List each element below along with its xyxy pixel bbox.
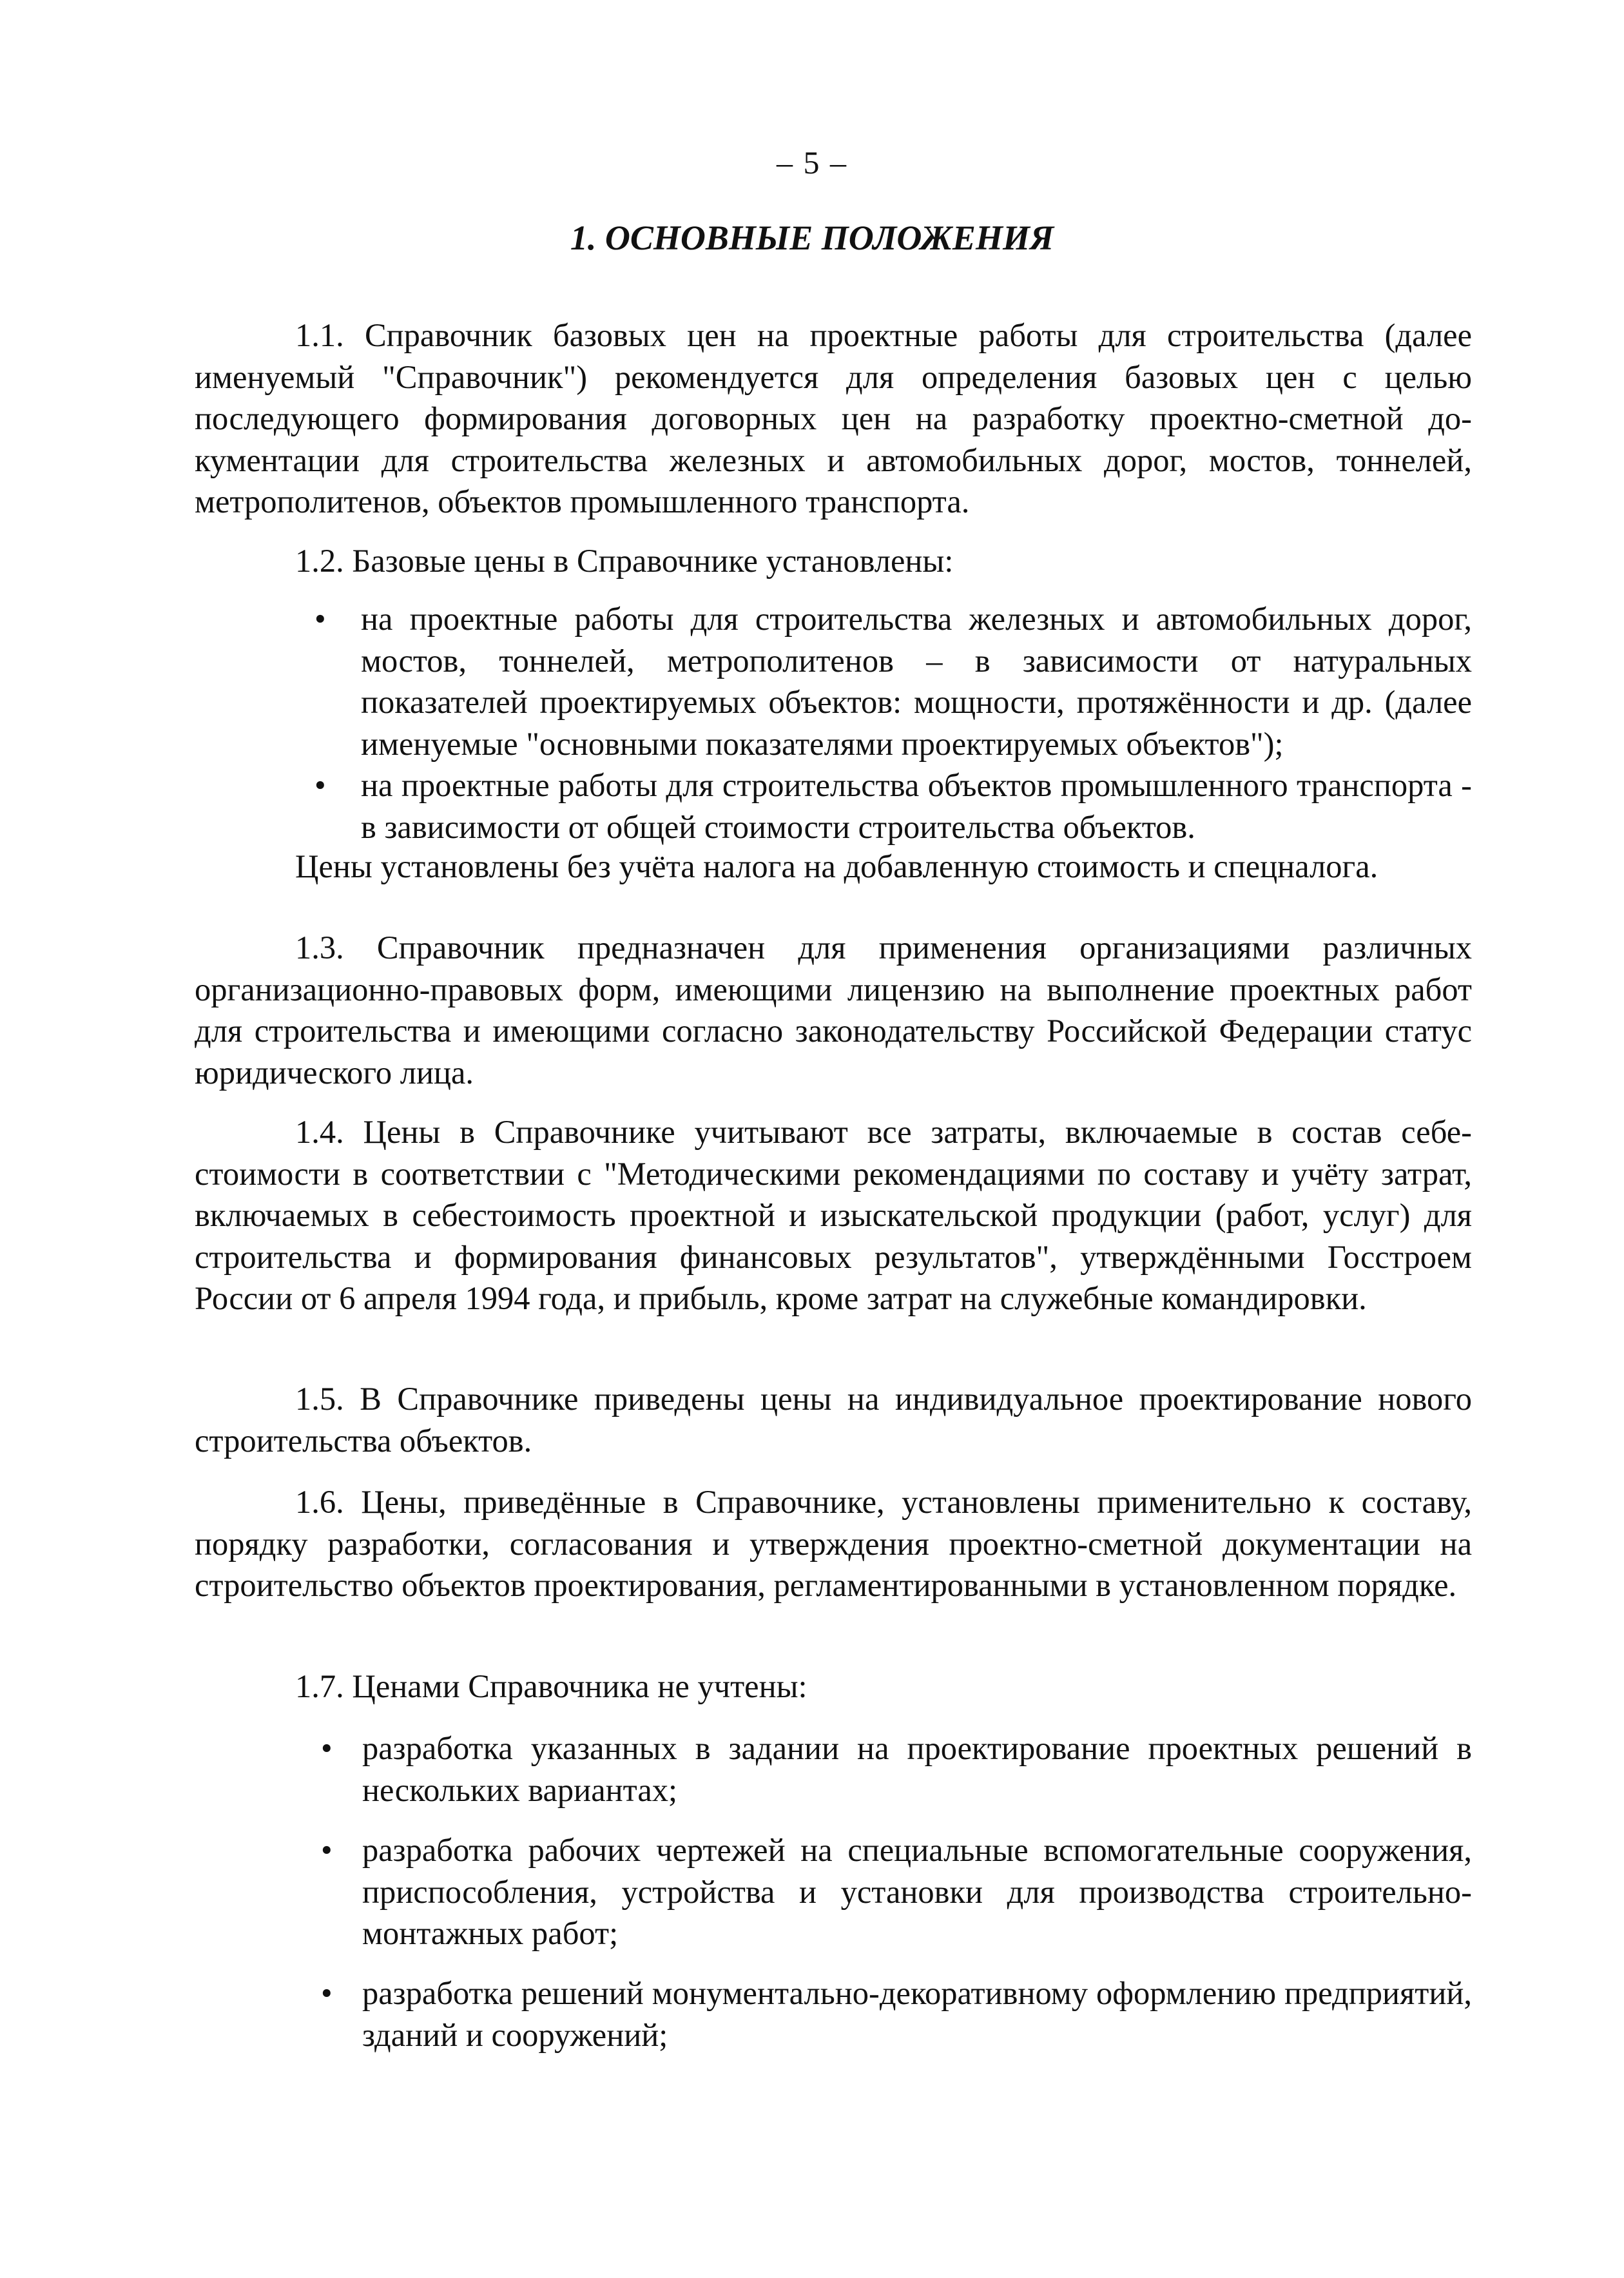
list-1-2-item-2 [195,764,1472,848]
list-item [195,1972,1472,2056]
list-item-text: на проектные работы для строительства объектов промышленного транспорта - в зависимости от общей стоимости строительства объектов. [361,767,1472,845]
paragraph-1-1 [195,315,1472,523]
list-1-7-item-3 [195,1972,1472,2056]
paragraph-1-5 [195,1378,1472,1461]
paragraph-1-7-text: 1.7. Ценами Справочника не учтены: [295,1668,807,1704]
list-item-text: на проектные работы для строительства железных и автомобильных дорог, мостов, тоннелей, метрополитенов – в зависимости от натуральных показателей проектируемых объектов: мощности, протяжённости и др. (далее именуемые "основными показателями проектируемых объектов"); [361,601,1472,762]
bullet-icon: • [314,601,326,637]
paragraph-1-2 [195,540,1472,582]
paragraph-1-2-text: 1.2. Базовые цены в Справочнике установлены: [295,543,954,579]
paragraph-1-5-text: 1.5. В Справочнике приведены цены на индивидуальное проектирование нового строительства объектов. [195,1381,1472,1459]
paragraph-1-4-text: 1.4. Цены в Справочнике учитывают все затраты, включаемые в состав себестоимости в соответствии с "Методическими рекомендациями по составу и учёту затрат, включаемых в себестоимость проектной и изыскательской продукции (работ, услуг) для строительства и формирования финансовых результатов", утверждёнными Госстроем России от 6 апреля 1994 года, и прибыль, кроме затрат на служебные командировки. [195,1114,1472,1316]
paragraph-1-4 [195,1111,1472,1319]
paragraph-1-7 [195,1666,1472,1708]
list-item-text: разработка указанных в задании на проектирование проектных решений в нескольких вариантах; [362,1730,1472,1808]
paragraph-1-6-text: 1.6. Цены, приведённые в Справочнике, установлены применительно к составу, порядку разработки, согласования и утверждения проектно-сметной документации на строительство объектов проектирования, регламентированными в установленном порядке. [195,1484,1472,1603]
list-item [195,1829,1472,1954]
list-item-text: разработка решений монументально-декоративному оформлению предприятий, зданий и сооружений; [362,1975,1472,2053]
section-title: 1. ОСНОВНЫЕ ПОЛОЖЕНИЯ [570,219,1054,257]
bullet-icon: • [321,1832,333,1868]
bullet-icon: • [314,767,326,803]
list-item-text: разработка рабочих чертежей на специальные вспомогательные сооружения, приспособления, устройства и установки для производства строительно-монтажных работ; [362,1832,1472,1951]
page-number: – 5 – [777,144,847,180]
bullet-icon: • [321,1730,333,1766]
list-item [195,1728,1472,1811]
list-item [195,598,1472,764]
paragraph-1-2-note-text: Цены установлены без учёта налога на добавленную стоимость и спецналога. [295,848,1378,884]
list-1-2-item-1 [195,598,1472,764]
paragraph-1-6 [195,1481,1472,1606]
list-1-7-item-2 [195,1829,1472,1954]
list-item [195,764,1472,848]
paragraph-1-3-text: 1.3. Справочник предназначен для применения организациями различных организационно-правовых форм, имеющими лицензию на выполнение проектных работ для строительства и имеющими согласно законодательству Российской Федерации статус юридического лица. [195,930,1472,1091]
paragraph-1-3 [195,927,1472,1093]
paragraph-1-1-text: 1.1. Справочник базовых цен на проектные работы для строительства (далее именуемый "Справочник") рекомендуется для определения базовых цен с целью последующего формирования договорных цен на разработку проектно-сметной документации для строительства железных и автомобильных дорог, мостов, тоннелей, метрополитенов, объектов промышленного транспорта. [195,317,1472,520]
bullet-icon: • [321,1975,333,2011]
list-1-7-item-1 [195,1728,1472,1811]
paragraph-1-2-note [195,846,1472,888]
